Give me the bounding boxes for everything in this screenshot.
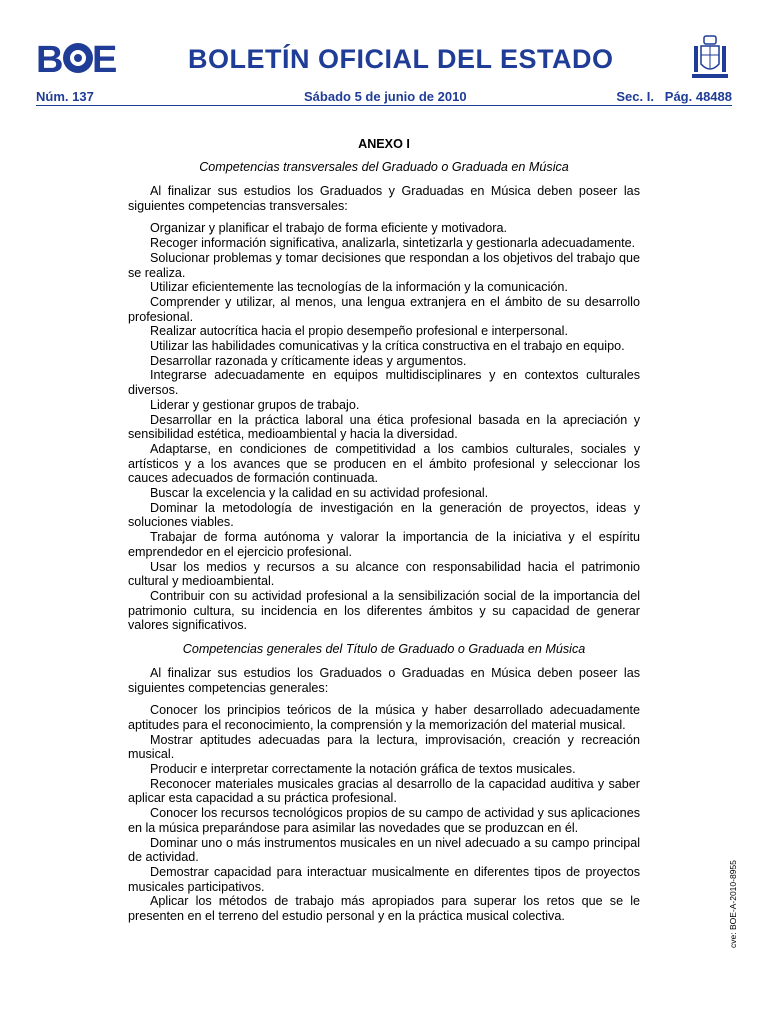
list-item: Usar los medios y recursos a su alcance con responsabilidad hacia el patrimonio cultural y medioambiental.: [128, 559, 640, 589]
list-item: Desarrollar en la práctica laboral una ética profesional basada en la apreciación y sensibilidad estética, medioambiental y hacia la diversidad.: [128, 412, 640, 442]
list-item: Dominar uno o más instrumentos musicales en un nivel adecuado a su campo principal de actividad.: [128, 835, 640, 865]
issue-date: Sábado 5 de junio de 2010: [304, 89, 467, 104]
list-item: Utilizar las habilidades comunicativas y la crítica constructiva en el trabajo en equipo.: [150, 339, 625, 354]
list-item: Solucionar problemas y tomar decisiones que respondan a los objetivos del trabajo que se realiza.: [128, 250, 640, 280]
section-intro: Al finalizar sus estudios los Graduados o Graduadas en Música deben poseer las siguientes competencias generales:: [128, 665, 640, 695]
header-divider: [36, 105, 732, 106]
list-item: Trabajar de forma autónoma y valorar la importancia de la iniciativa y el espíritu emprendedor en el ejercicio profesional.: [128, 530, 640, 559]
list-item: Mostrar aptitudes adecuadas para la lectura, improvisación, creación y recreación musical.: [128, 732, 640, 762]
section-title: Competencias generales del Título de Graduado o Graduada en Música: [182, 642, 586, 657]
section-page: Sec. I. Pág. 48488: [616, 89, 732, 104]
list-item: Aplicar los métodos de trabajo más apropiados para superar los retos que se le presenten en el terreno del estudio personal y en la práctica musical colectiva.: [128, 894, 640, 924]
list-item: Comprender y utilizar, al menos, una lengua extranjera en el ámbito de su desarrollo profesional.: [128, 294, 640, 324]
document-body: [128, 137, 640, 924]
coat-of-arms-icon: [690, 34, 730, 80]
list-item: Conocer los recursos tecnológicos propios de su campo de actividad y sus aplicaciones en la música preparándose para asimilar las novedades que se produzcan en él.: [128, 806, 640, 835]
list-item: Recoger información significativa, analizarla, sintetizarla y gestionarla adecuadamente.: [150, 236, 636, 251]
list-item: Conocer los principios teóricos de la música y haber desarrollado adecuadamente aptitudes para el reconocimiento, la comprensión y la memorización del material musical.: [128, 703, 640, 732]
section-intro: Al finalizar sus estudios los Graduados y Graduadas en Música deben poseer las siguientes competencias transversales:: [128, 184, 640, 213]
list-item: Liderar y gestionar grupos de trabajo.: [150, 397, 360, 412]
annex-title: ANEXO I: [358, 137, 410, 151]
list-item: Realizar autocrítica hacia el propio desempeño profesional e interpersonal.: [150, 324, 568, 339]
list-item: Adaptarse, en condiciones de competitividad a los cambios culturales, sociales y artísticos y a los avances que se producen en el ámbito profesional y seleccionar los cauces adecuados de formación continuada.: [128, 441, 640, 486]
section-gap: [128, 633, 640, 642]
list-item: Organizar y planificar el trabajo de forma eficiente y motivadora.: [150, 221, 507, 236]
page-title: BOLETÍN OFICIAL DEL ESTADO: [188, 44, 614, 74]
list-item: Producir e interpretar correctamente la notación gráfica de textos musicales.: [150, 762, 576, 777]
svg-text:E: E: [92, 40, 116, 76]
list-item: Contribuir con su actividad profesional a la sensibilización social de la importancia del patrimonio cultura, su incidencia en los diferentes ámbitos y su capacidad de generar valores significativos.: [128, 588, 640, 633]
header-subline: [36, 89, 732, 105]
list-item: Dominar la metodología de investigación en la generación de proyectos, ideas y soluciones viables.: [128, 500, 640, 530]
boe-logo: [36, 40, 116, 76]
section-title: Competencias transversales del Graduado o Graduada en Música: [199, 160, 569, 175]
svg-text:B: B: [36, 40, 62, 76]
list-item: Desarrollar razonada y críticamente ideas y argumentos.: [150, 353, 467, 368]
list-item: Reconocer materiales musicales gracias al desarrollo de la capacidad auditiva y saber aplicar esta capacidad a su práctica profesional.: [128, 776, 640, 806]
cve-identifier: cve: BOE-A-2010-8955: [728, 860, 738, 948]
list-item: Integrarse adecuadamente en equipos multidisciplinares y en contextos culturales diversos.: [128, 368, 640, 398]
issue-number: Núm. 137: [36, 89, 94, 104]
list-item: Buscar la excelencia y la calidad en su actividad profesional.: [150, 486, 489, 501]
list-item: Utilizar eficientemente las tecnologías de la información y la comunicación.: [150, 280, 568, 295]
list-item: Demostrar capacidad para interactuar musicalmente en diferentes tipos de proyectos musicales participativos.: [128, 864, 640, 894]
